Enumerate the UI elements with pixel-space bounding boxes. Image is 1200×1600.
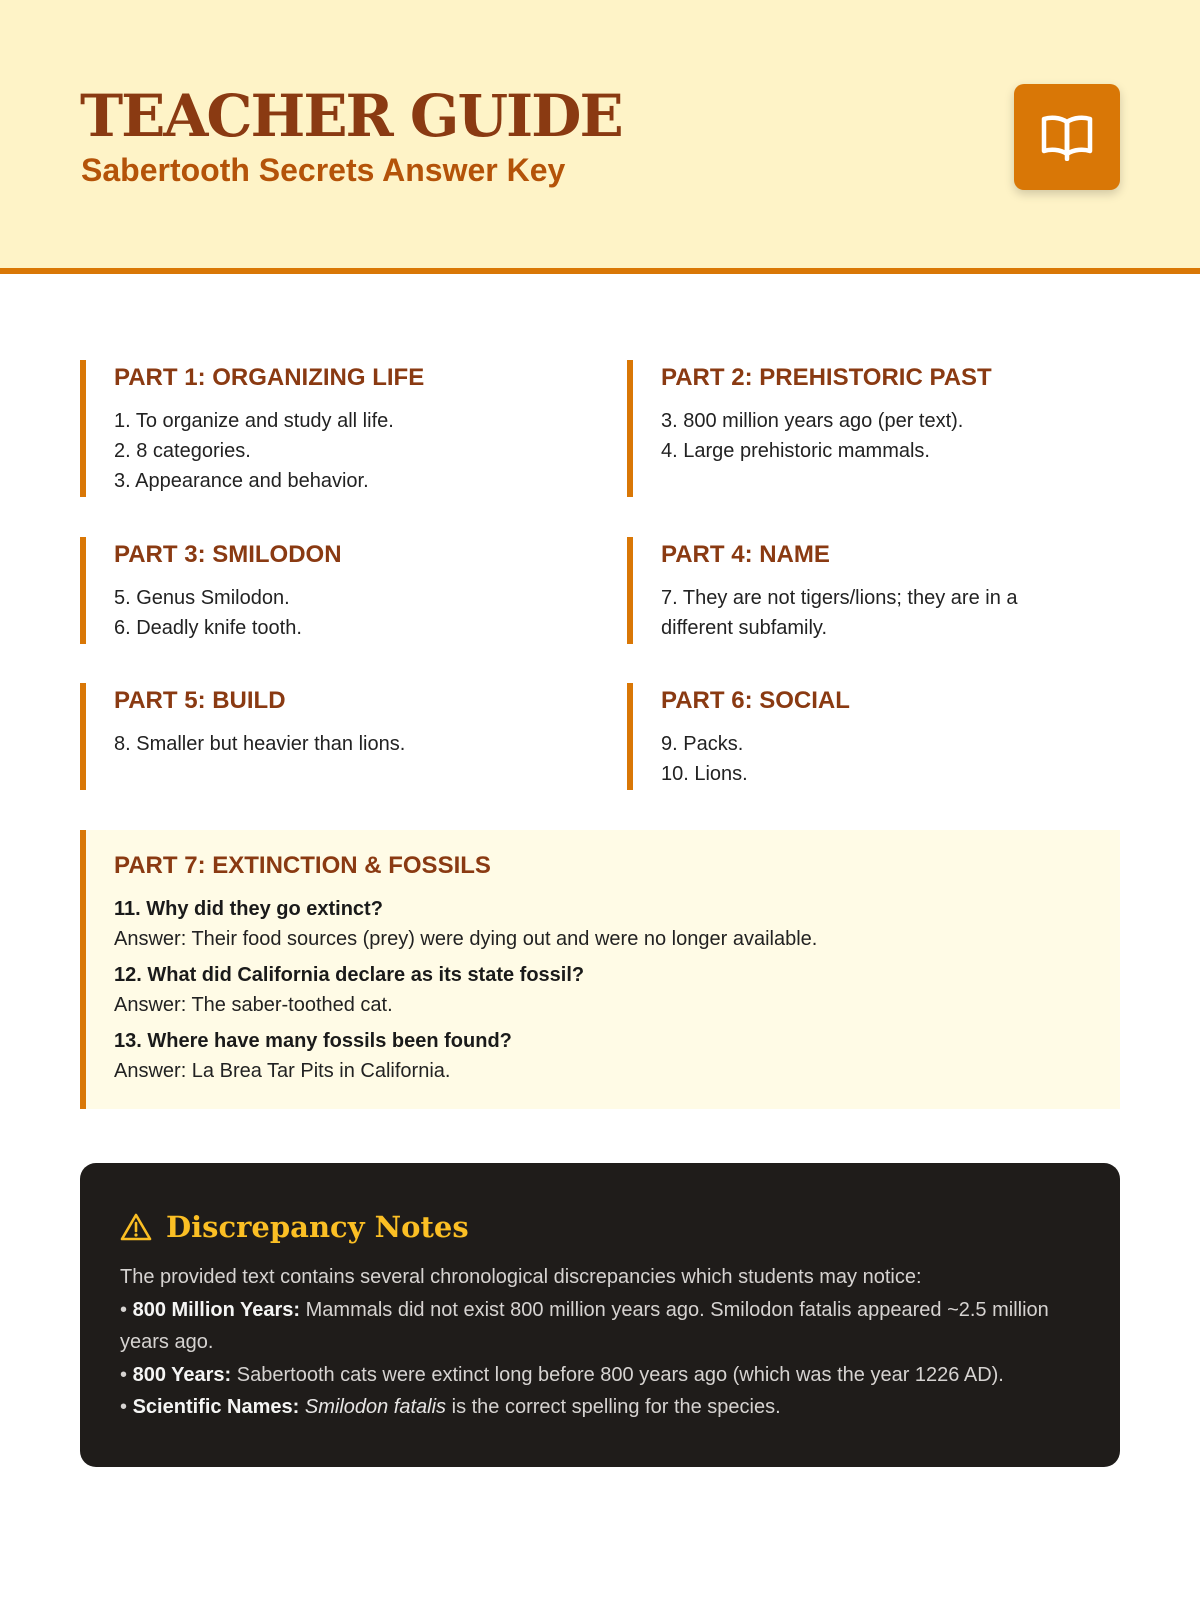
bullet: • [120, 1363, 128, 1386]
answer: Answer: La Brea Tar Pits in California. [114, 1060, 451, 1082]
answer: Answer: Their food sources (prey) were dying out and were no longer available. [114, 928, 818, 950]
page-subtitle: Sabertooth Secrets Answer Key [81, 152, 566, 188]
section-part-5 [80, 683, 600, 790]
note-label: 800 Years: [132, 1363, 232, 1386]
answer-item: 7. They are not tigers/lions; they are in a different subfamily. [661, 587, 1018, 639]
section-part-3 [80, 537, 600, 644]
section-part-7 [80, 830, 1120, 1109]
section-title: PART 4: NAME [661, 541, 830, 568]
note-item [120, 1294, 1080, 1359]
answer-item: 3. 800 million years ago (per text). [661, 410, 964, 432]
note-item [120, 1359, 1080, 1392]
warning-icon [120, 1212, 152, 1242]
section-title: PART 3: SMILODON [114, 541, 342, 568]
section-part-4 [627, 537, 1077, 644]
answer-item: 6. Deadly knife tooth. [114, 617, 302, 639]
notes-title: Discrepancy Notes [166, 1210, 469, 1244]
bullet: • [120, 1298, 128, 1321]
book-icon [1040, 113, 1094, 161]
answer-item: 8. Smaller but heavier than lions. [114, 733, 406, 755]
note-text: Mammals did not exist 800 million years ago. Smilodon fatalis appeared ~2.5 million years ago. [120, 1298, 1049, 1353]
answer-item: 9. Packs. [661, 733, 744, 755]
note-text: Sabertooth cats were extinct long before 800 years ago (which was the year 1226 AD). [236, 1363, 1004, 1386]
section-part-2 [627, 360, 1120, 497]
section-title: PART 2: PREHISTORIC PAST [661, 364, 992, 391]
header [0, 0, 1200, 274]
answer: Answer: The saber-toothed cat. [114, 994, 393, 1016]
answer-item: 4. Large prehistoric mammals. [661, 440, 930, 462]
question: 13. Where have many fossils been found? [114, 1030, 512, 1052]
page-title: TEACHER GUIDE [80, 82, 622, 150]
answer-item: 2. 8 categories. [114, 440, 251, 462]
species-name: Smilodon fatalis [304, 1396, 447, 1418]
question: 11. Why did they go extinct? [114, 898, 383, 920]
discrepancy-notes-panel [80, 1163, 1120, 1467]
section-part-6 [627, 683, 1120, 790]
answer-item: 1. To organize and study all life. [114, 410, 394, 432]
note-label: Scientific Names: [132, 1396, 300, 1418]
note-text: is the correct spelling for the species. [451, 1396, 781, 1418]
section-part-1 [80, 360, 600, 497]
answer-item: 10. Lions. [661, 763, 748, 785]
section-title: PART 7: EXTINCTION & FOSSILS [114, 852, 491, 879]
section-title: PART 5: BUILD [114, 687, 286, 714]
answer-item: 3. Appearance and behavior. [114, 470, 369, 492]
notes-intro: The provided text contains several chronological discrepancies which students may notice: [120, 1266, 922, 1288]
section-title: PART 6: SOCIAL [661, 687, 850, 714]
book-button[interactable] [1014, 84, 1120, 190]
note-item [120, 1391, 1080, 1424]
answer-item: 5. Genus Smilodon. [114, 587, 290, 609]
section-title: PART 1: ORGANIZING LIFE [114, 364, 425, 391]
bullet: • [120, 1396, 128, 1418]
question: 12. What did California declare as its state fossil? [114, 964, 585, 986]
note-label: 800 Million Years: [132, 1298, 301, 1321]
